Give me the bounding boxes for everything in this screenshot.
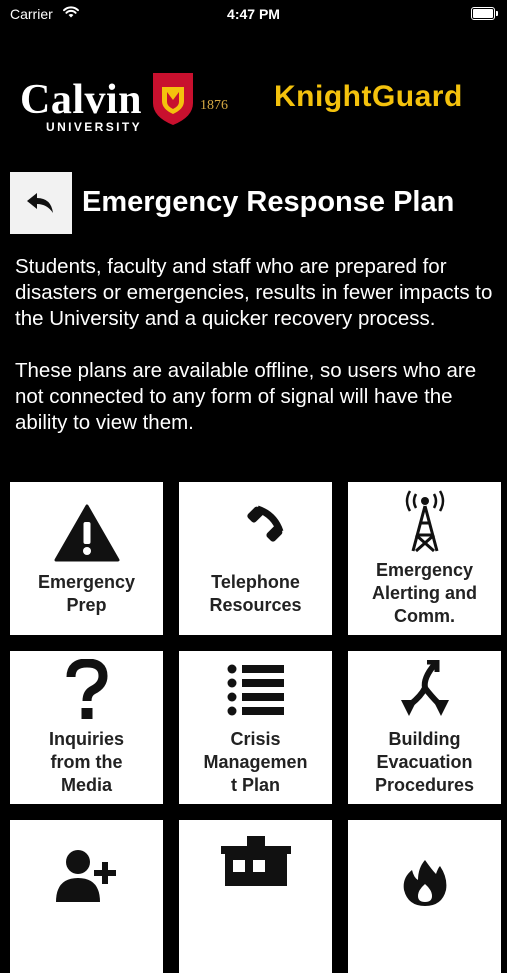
status-bar <box>0 0 507 28</box>
question-icon <box>65 659 109 721</box>
calvin-logo-text: Calvin <box>20 77 143 123</box>
tile-media-inquiries[interactable] <box>10 651 163 804</box>
list-icon <box>227 664 285 716</box>
tile-emergency-prep[interactable] <box>10 482 163 635</box>
calvin-shield-icon <box>153 73 193 125</box>
description-paragraph: Students, faculty and staff who are prepared for disasters or emergencies, results in fewer impacts to the University and a quicker recovery process. <box>15 255 493 330</box>
description-paragraph: These plans are available offline, so users who are not connected to any form of signal will have the ability to view them. <box>15 359 477 434</box>
add-user-icon <box>54 848 120 902</box>
phone-icon <box>226 503 286 563</box>
tile-label: Telephone Resources <box>209 571 302 615</box>
warning-icon <box>54 504 120 562</box>
tile-fire[interactable] <box>348 820 501 973</box>
clock: 4:47 PM <box>227 6 280 22</box>
battery-icon <box>471 7 495 20</box>
split-arrows-icon <box>397 660 453 720</box>
building-icon <box>219 836 293 886</box>
back-arrow-icon <box>25 191 57 215</box>
tile-crisis-management[interactable] <box>179 651 332 804</box>
tile-label: Emergency Alerting and Comm. <box>371 560 477 626</box>
tile-label: Emergency Prep <box>37 571 136 615</box>
fire-icon <box>402 858 448 906</box>
tile-telephone-resources[interactable] <box>179 482 332 635</box>
page-title: Emergency Response Plan <box>82 186 455 218</box>
tile-emergency-alerting[interactable] <box>348 482 501 635</box>
university-logo-text: UNIVERSITY <box>46 120 143 134</box>
tile-label: Building Evacuation Procedures <box>374 729 475 795</box>
tile-label: Inquiries from the Media <box>48 729 124 795</box>
tile-building[interactable] <box>179 820 332 973</box>
back-button[interactable] <box>10 172 72 234</box>
tile-label: Crisis Managemen t Plan <box>203 729 308 795</box>
carrier-label: Carrier <box>10 6 53 22</box>
brand-header <box>0 60 507 140</box>
tile-building-evacuation[interactable] <box>348 651 501 804</box>
radio-tower-icon <box>395 489 455 553</box>
founding-year: 1876 <box>200 98 228 113</box>
tile-add-user[interactable] <box>10 820 163 973</box>
description <box>15 254 500 462</box>
app-name: KnightGuard <box>274 80 463 113</box>
